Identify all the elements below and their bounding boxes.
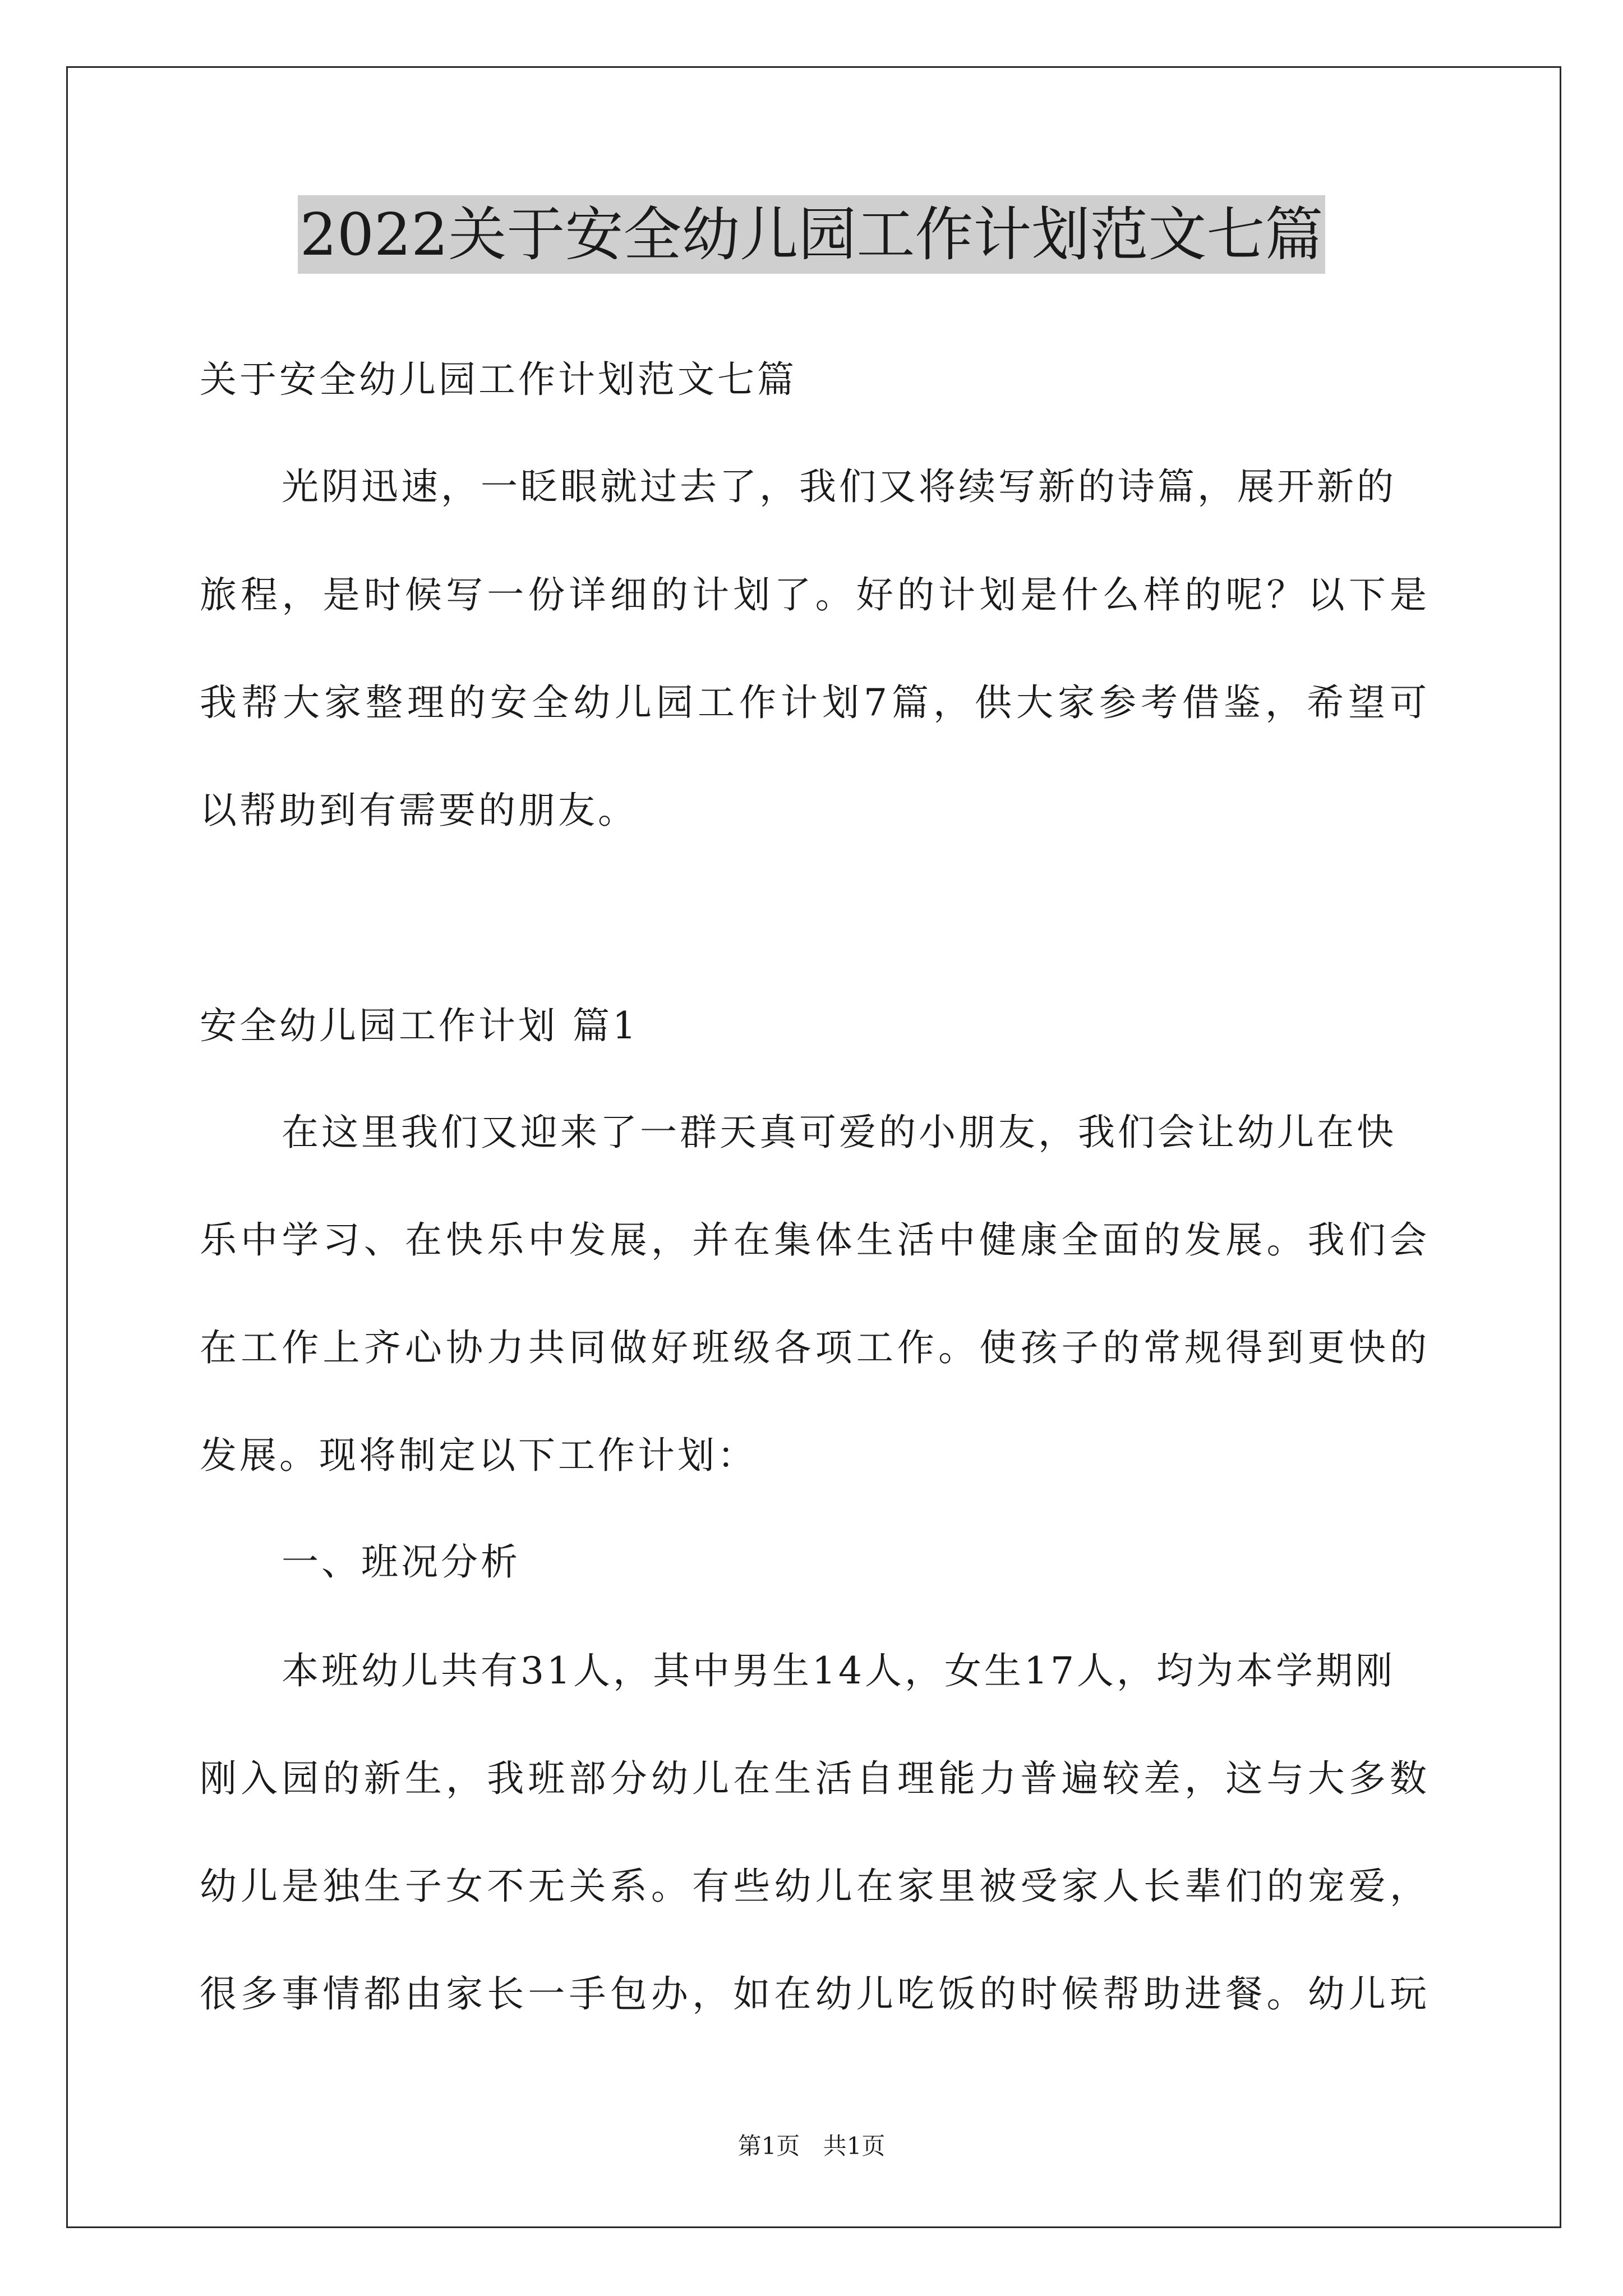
paragraph-line: 刚入园的新生，我班部分幼儿在生活自理能力普遍较差，这与大多数 bbox=[200, 1757, 1427, 1800]
paragraph-line: 本班幼儿共有31人，其中男生14人，女生17人，均为本学期刚 bbox=[282, 1649, 1395, 1692]
page-footer bbox=[0, 2129, 1623, 2163]
paragraph-line: 在这里我们又迎来了一群天真可爱的小朋友，我们会让幼儿在快 bbox=[282, 1111, 1396, 1154]
intro-line: 我帮大家整理的安全幼儿园工作计划7篇，供大家参考借鉴，希望可 bbox=[200, 681, 1427, 724]
document-subtitle: 关于安全幼儿园工作计划范文七篇 bbox=[200, 358, 797, 401]
page-number: 第1页 bbox=[737, 2132, 800, 2160]
paragraph-line: 在工作上齐心协力共同做好班级各项工作。使孩子的常规得到更快的 bbox=[200, 1326, 1427, 1369]
paragraph-line: 乐中学习、在快乐中发展，并在集体生活中健康全面的发展。我们会 bbox=[200, 1218, 1427, 1262]
intro-line: 旅程，是时候写一份详细的计划了。好的计划是什么样的呢？以下是 bbox=[200, 573, 1427, 616]
paragraph-line: 幼儿是独生子女不无关系。有些幼儿在家里被受家人长辈们的宠爱， bbox=[200, 1865, 1427, 1908]
subheading: 一、班况分析 bbox=[282, 1540, 520, 1584]
section-heading: 安全幼儿园工作计划 篇1 bbox=[200, 1004, 639, 1047]
intro-line: 光阴迅速，一眨眼就过去了，我们又将续写新的诗篇，展开新的 bbox=[282, 465, 1396, 508]
intro-line: 以帮助到有需要的朋友。 bbox=[200, 789, 638, 832]
paragraph-line: 很多事情都由家长一手包办，如在幼儿吃饭的时候帮助进餐。幼儿玩 bbox=[200, 1972, 1427, 2016]
page-title: 2022关于安全幼儿园工作计划范文七篇 bbox=[298, 195, 1326, 274]
page-total: 共1页 bbox=[823, 2132, 886, 2160]
paragraph-line: 发展。现将制定以下工作计划： bbox=[200, 1434, 757, 1477]
title-container bbox=[0, 195, 1623, 274]
